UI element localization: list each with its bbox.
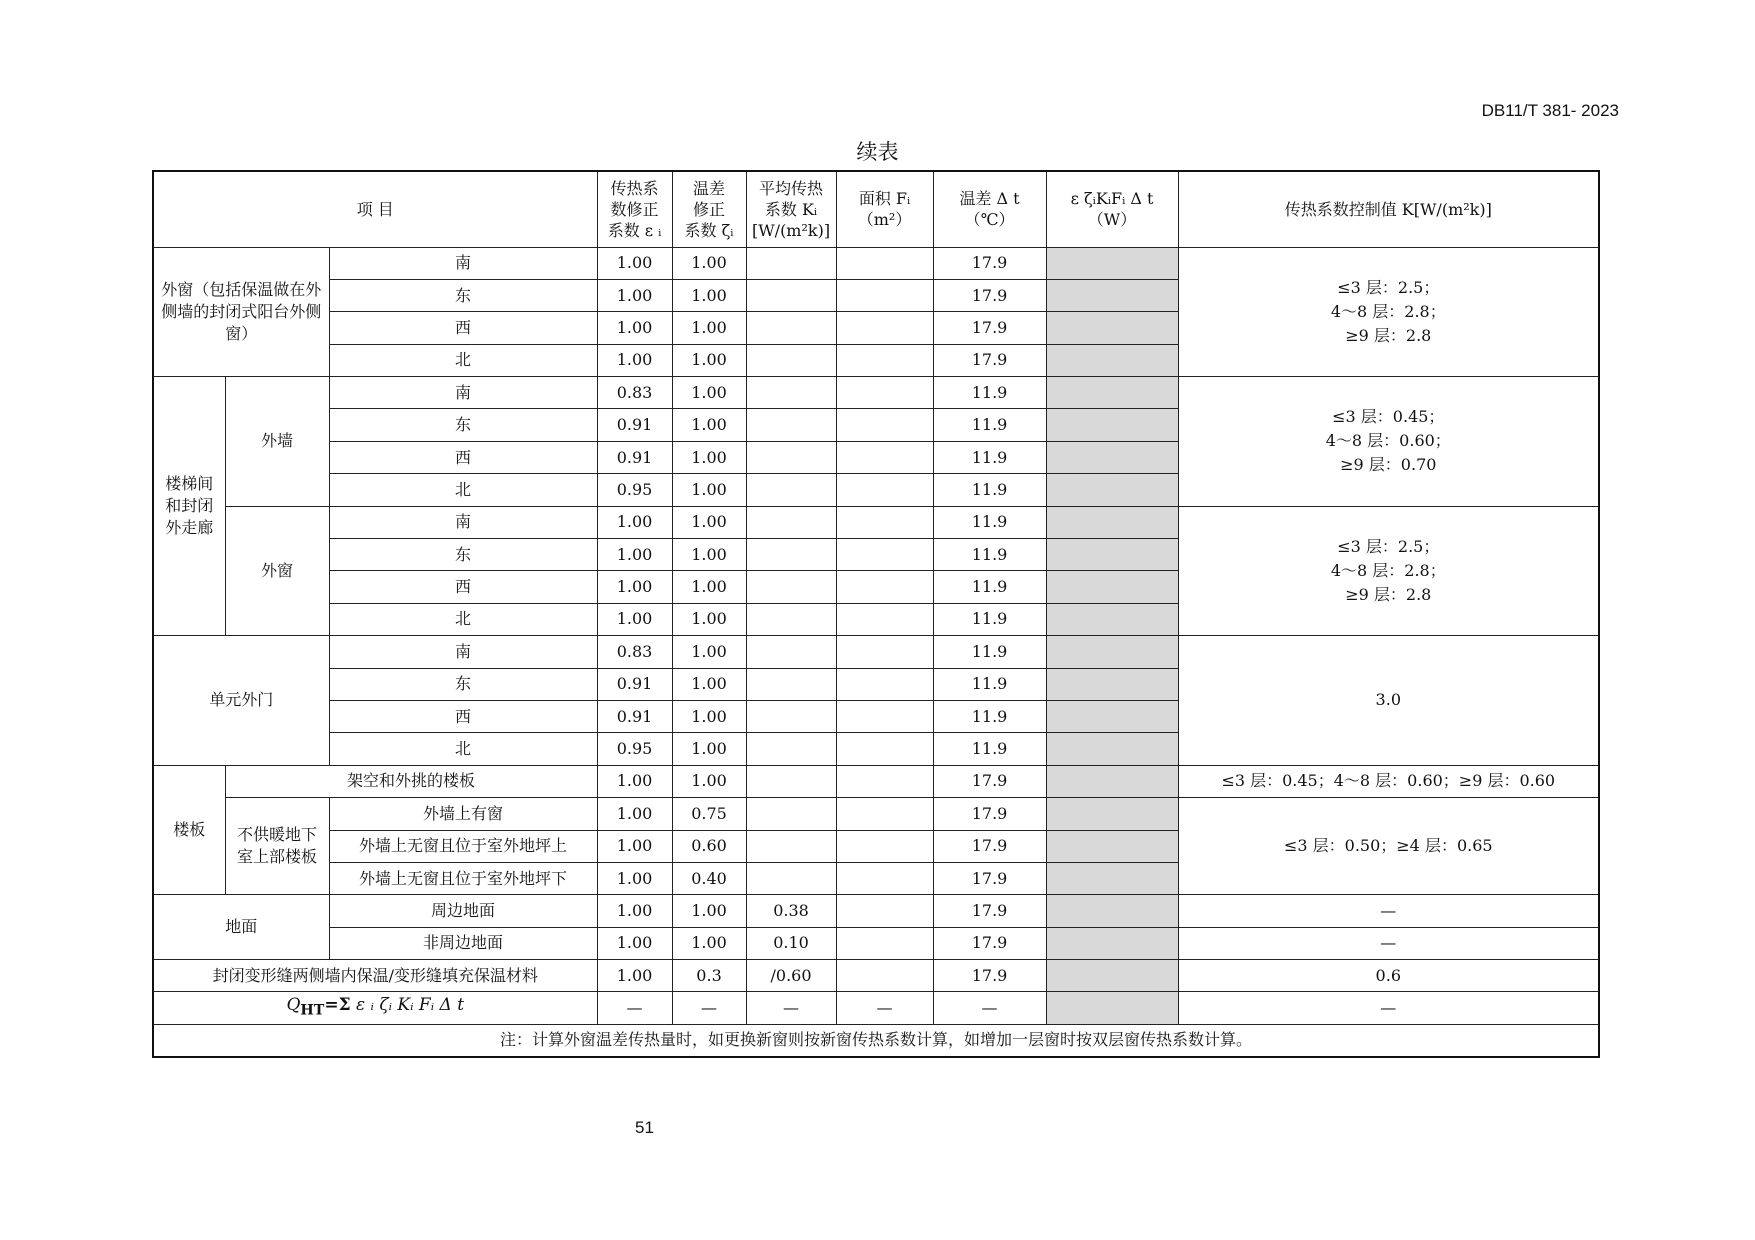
kctrl-floor-overhang: ≤3 层：0.45；4～8 层：0.60；≥9 层：0.60 (1178, 765, 1599, 797)
cell-heat (1046, 862, 1178, 894)
header-dt (933, 171, 1046, 247)
cell-k (746, 765, 836, 797)
row-label: 北 (329, 474, 597, 506)
group-unit-door: 单元外门 (153, 636, 329, 766)
cell-eps: 0.95 (597, 474, 672, 506)
document-code: DB11/T 381- 2023 (1481, 101, 1619, 120)
cell-zeta: 1.00 (672, 636, 746, 668)
cell-heat (1046, 377, 1178, 409)
cell-dt: 17.9 (933, 312, 1046, 344)
cell-k (746, 441, 836, 473)
table-row (153, 247, 1599, 279)
cell-zeta: 1.00 (672, 377, 746, 409)
cell-eps: 1.00 (597, 247, 672, 279)
row-label: 西 (329, 441, 597, 473)
cell-eps: 1.00 (597, 279, 672, 311)
cell-line: （W） (1087, 210, 1137, 230)
kctrl-joint: 0.6 (1178, 960, 1599, 992)
total-zeta: — (672, 992, 746, 1024)
group-floor: 楼板 (153, 765, 225, 895)
cell-area (836, 765, 933, 797)
cell-area (836, 895, 933, 927)
cell-heat (1046, 441, 1178, 473)
cell-eps: 0.91 (597, 700, 672, 732)
cell-eps: 0.83 (597, 636, 672, 668)
cell-dt: 11.9 (933, 571, 1046, 603)
cell-area (836, 571, 933, 603)
cell-dt: 17.9 (933, 830, 1046, 862)
cell-k (746, 636, 836, 668)
row-label: 北 (329, 603, 597, 635)
group-ground: 地面 (153, 895, 329, 960)
cell-eps: 0.83 (597, 377, 672, 409)
row-label: 西 (329, 312, 597, 344)
table-row (153, 960, 1599, 992)
cell-heat (1046, 733, 1178, 765)
cell-dt: 11.9 (933, 668, 1046, 700)
cell-zeta: 1.00 (672, 279, 746, 311)
row-label: 北 (329, 344, 597, 376)
cell-k (746, 247, 836, 279)
cell-line: 平均传热 (759, 178, 824, 198)
cell-zeta: 1.00 (672, 409, 746, 441)
cell-k (746, 571, 836, 603)
cell-dt: 11.9 (933, 539, 1046, 571)
cell-line: 系数 ζᵢ (684, 220, 734, 240)
cell-area (836, 312, 933, 344)
cell-zeta: 0.60 (672, 830, 746, 862)
cell-line: 4～8 层：2.8； (1330, 301, 1446, 321)
table-row (153, 895, 1599, 927)
formula-q: Q (286, 995, 301, 1016)
cell-line: 4～8 层：0.60； (1325, 431, 1451, 451)
cell-dt: 11.9 (933, 474, 1046, 506)
cell-eps: 0.91 (597, 441, 672, 473)
cell-area (836, 506, 933, 538)
table-row (153, 927, 1599, 959)
cell-area (836, 603, 933, 635)
cell-zeta: 1.00 (672, 927, 746, 959)
row-label: 外墙上有窗 (329, 798, 597, 830)
group-floor-basement: 不供暖地下室上部楼板 (225, 798, 329, 895)
cell-eps: 0.91 (597, 409, 672, 441)
cell-k (746, 344, 836, 376)
cell-area (836, 441, 933, 473)
cell-heat (1046, 409, 1178, 441)
cell-heat (1046, 830, 1178, 862)
total-k: — (746, 992, 836, 1024)
cell-k (746, 798, 836, 830)
total-eps: — (597, 992, 672, 1024)
cell-dt: 11.9 (933, 636, 1046, 668)
cell-heat (1046, 344, 1178, 376)
cell-heat (1046, 539, 1178, 571)
cell-dt: 11.9 (933, 441, 1046, 473)
row-label: 南 (329, 506, 597, 538)
kctrl-stair-window (1178, 506, 1599, 636)
group-stair-wall: 外墙 (225, 377, 329, 507)
cell-heat (1046, 927, 1178, 959)
cell-line: 温差 Δ t (959, 189, 1020, 209)
cell-zeta: 1.00 (672, 474, 746, 506)
cell-dt: 17.9 (933, 927, 1046, 959)
header-k (746, 171, 836, 247)
cell-k (746, 830, 836, 862)
cell-area (836, 409, 933, 441)
cell-heat (1046, 960, 1178, 992)
cell-zeta: 1.00 (672, 700, 746, 732)
table-row (153, 798, 1599, 830)
cell-k (746, 474, 836, 506)
table-row (153, 506, 1599, 538)
formula-eq: = (324, 995, 339, 1016)
cell-area (836, 279, 933, 311)
cell-line: [W/(m²k)] (751, 220, 831, 240)
cell-line: ≤3 层：2.5； (1337, 277, 1440, 297)
header-item: 项 目 (153, 171, 597, 247)
cell-dt: 17.9 (933, 895, 1046, 927)
table-note: 注：计算外窗温差传热量时，如更换新窗则按新窗传热系数计算，如增加一层窗时按双层窗传热系数计算。 (153, 1024, 1599, 1056)
cell-zeta: 1.00 (672, 668, 746, 700)
cell-zeta: 1.00 (672, 765, 746, 797)
cell-area (836, 960, 933, 992)
cell-eps: 1.00 (597, 312, 672, 344)
table-caption: 续表 (856, 140, 899, 164)
table-row (153, 765, 1599, 797)
row-label: 东 (329, 279, 597, 311)
cell-zeta: 1.00 (672, 603, 746, 635)
header-kctrl: 传热系数控制值 K[W/(m²k)] (1178, 171, 1599, 247)
header-heat (1046, 171, 1178, 247)
cell-area (836, 474, 933, 506)
cell-dt: 11.9 (933, 733, 1046, 765)
cell-area (836, 377, 933, 409)
cell-k (746, 539, 836, 571)
table-row (153, 636, 1599, 668)
cell-k (746, 603, 836, 635)
row-label: 南 (329, 377, 597, 409)
cell-dt: 11.9 (933, 700, 1046, 732)
cell-dt: 11.9 (933, 409, 1046, 441)
cell-area (836, 830, 933, 862)
cell-line: （m²） (857, 210, 912, 230)
row-label: 外墙上无窗且位于室外地坪上 (329, 830, 597, 862)
total-kctrl: — (1178, 992, 1599, 1024)
cell-line: 系数 Kᵢ (764, 199, 818, 219)
row-label: 东 (329, 539, 597, 571)
cell-dt: 17.9 (933, 247, 1046, 279)
cell-k (746, 312, 836, 344)
cell-zeta: 0.3 (672, 960, 746, 992)
kctrl-unit-door: 3.0 (1178, 636, 1599, 766)
cell-eps: 1.00 (597, 927, 672, 959)
cell-k: 0.38 (746, 895, 836, 927)
total-formula (153, 992, 597, 1024)
header-row (153, 171, 1599, 247)
cell-zeta: 0.40 (672, 862, 746, 894)
cell-area (836, 700, 933, 732)
cell-line: 数修正 (610, 199, 659, 219)
cell-zeta: 1.00 (672, 312, 746, 344)
cell-area (836, 247, 933, 279)
cell-heat (1046, 636, 1178, 668)
cell-dt: 17.9 (933, 862, 1046, 894)
cell-k (746, 377, 836, 409)
cell-area (836, 733, 933, 765)
cell-line: 修正 (693, 199, 726, 219)
cell-heat (1046, 668, 1178, 700)
cell-k (746, 506, 836, 538)
header-area (836, 171, 933, 247)
cell-zeta: 1.00 (672, 247, 746, 279)
cell-heat (1046, 312, 1178, 344)
cell-zeta: 1.00 (672, 506, 746, 538)
kctrl-floor-basement: ≤3 层：0.50；≥4 层：0.65 (1178, 798, 1599, 895)
cell-line: ≥9 层：2.8 (1345, 325, 1432, 345)
cell-k (746, 862, 836, 894)
kctrl-stair-wall (1178, 377, 1599, 507)
row-label: 非周边地面 (329, 927, 597, 959)
cell-area (836, 539, 933, 571)
page-number: 51 (635, 1118, 654, 1137)
cell-area (836, 344, 933, 376)
cell-area (836, 636, 933, 668)
cell-line: ε ζᵢKᵢFᵢ Δ t (1070, 189, 1154, 209)
cell-dt: 17.9 (933, 960, 1046, 992)
cell-line: 温差 (693, 178, 726, 198)
kctrl-ext-window (1178, 247, 1599, 377)
cell-eps: 0.91 (597, 668, 672, 700)
cell-eps: 0.95 (597, 733, 672, 765)
cell-heat (1046, 474, 1178, 506)
cell-area (836, 927, 933, 959)
row-label: 北 (329, 733, 597, 765)
formula-sigma: Σ (338, 995, 351, 1016)
cell-heat (1046, 279, 1178, 311)
cell-k: /0.60 (746, 960, 836, 992)
row-label: 南 (329, 247, 597, 279)
cell-line: 传热系 (610, 178, 659, 198)
cell-dt: 11.9 (933, 377, 1046, 409)
table-row (153, 377, 1599, 409)
note-row (153, 1024, 1599, 1056)
cell-zeta: 1.00 (672, 733, 746, 765)
formula-rest: ε ᵢ ζᵢ Kᵢ Fᵢ Δ t (350, 995, 465, 1016)
cell-heat (1046, 895, 1178, 927)
cell-line: ≤3 层：0.45； (1332, 407, 1445, 427)
row-label: 周边地面 (329, 895, 597, 927)
header-zeta (672, 171, 746, 247)
kctrl-ground-edge: — (1178, 895, 1599, 927)
cell-line: ≥9 层：0.70 (1340, 455, 1437, 475)
cell-eps: 1.00 (597, 765, 672, 797)
total-row (153, 992, 1599, 1024)
cell-eps: 1.00 (597, 862, 672, 894)
cell-eps: 1.00 (597, 895, 672, 927)
cell-k (746, 279, 836, 311)
cell-eps: 1.00 (597, 960, 672, 992)
row-label: 西 (329, 571, 597, 603)
cell-eps: 1.00 (597, 506, 672, 538)
cell-area (836, 862, 933, 894)
cell-zeta: 1.00 (672, 895, 746, 927)
cell-dt: 11.9 (933, 506, 1046, 538)
row-label-joint: 封闭变形缝两侧墙内保温/变形缝填充保温材料 (153, 960, 597, 992)
cell-zeta: 1.00 (672, 441, 746, 473)
row-label-floor-overhang: 架空和外挑的楼板 (225, 765, 597, 797)
cell-eps: 1.00 (597, 571, 672, 603)
cell-line: ≤3 层：2.5； (1337, 536, 1440, 556)
cell-heat (1046, 700, 1178, 732)
kctrl-ground-inner: — (1178, 927, 1599, 959)
cell-area (836, 668, 933, 700)
cell-dt: 17.9 (933, 798, 1046, 830)
cell-k (746, 700, 836, 732)
cell-zeta: 0.75 (672, 798, 746, 830)
group-stair-window: 外窗 (225, 506, 329, 636)
cell-line: ≥9 层：2.8 (1345, 584, 1432, 604)
cell-dt: 17.9 (933, 765, 1046, 797)
cell-k (746, 409, 836, 441)
cell-k: 0.10 (746, 927, 836, 959)
row-label: 西 (329, 700, 597, 732)
cell-eps: 1.00 (597, 798, 672, 830)
formula-q-sub: HT (300, 1002, 325, 1019)
cell-eps: 1.00 (597, 344, 672, 376)
total-area: — (836, 992, 933, 1024)
header-eps (597, 171, 672, 247)
cell-line: 面积 Fᵢ (858, 189, 911, 209)
cell-heat (1046, 506, 1178, 538)
cell-line: 4～8 层：2.8； (1330, 560, 1446, 580)
total-heat (1046, 992, 1178, 1024)
row-label: 东 (329, 409, 597, 441)
cell-heat (1046, 571, 1178, 603)
cell-k (746, 668, 836, 700)
cell-area (836, 798, 933, 830)
heat-transfer-table (152, 170, 1600, 1058)
total-dt: — (933, 992, 1046, 1024)
cell-heat (1046, 247, 1178, 279)
row-label: 南 (329, 636, 597, 668)
group-ext-window: 外窗（包括保温做在外侧墙的封闭式阳台外侧窗） (153, 247, 329, 377)
cell-dt: 11.9 (933, 603, 1046, 635)
cell-zeta: 1.00 (672, 571, 746, 603)
row-label: 东 (329, 668, 597, 700)
cell-eps: 1.00 (597, 830, 672, 862)
cell-line: （℃） (964, 210, 1015, 230)
cell-heat (1046, 765, 1178, 797)
cell-heat (1046, 798, 1178, 830)
cell-dt: 17.9 (933, 279, 1046, 311)
cell-dt: 17.9 (933, 344, 1046, 376)
cell-zeta: 1.00 (672, 344, 746, 376)
cell-eps: 1.00 (597, 539, 672, 571)
cell-eps: 1.00 (597, 603, 672, 635)
group-stair: 楼梯间和封闭外走廊 (153, 377, 225, 636)
row-label: 外墙上无窗且位于室外地坪下 (329, 862, 597, 894)
cell-line: 系数 ε ᵢ (607, 220, 662, 240)
cell-k (746, 733, 836, 765)
cell-heat (1046, 603, 1178, 635)
cell-zeta: 1.00 (672, 539, 746, 571)
